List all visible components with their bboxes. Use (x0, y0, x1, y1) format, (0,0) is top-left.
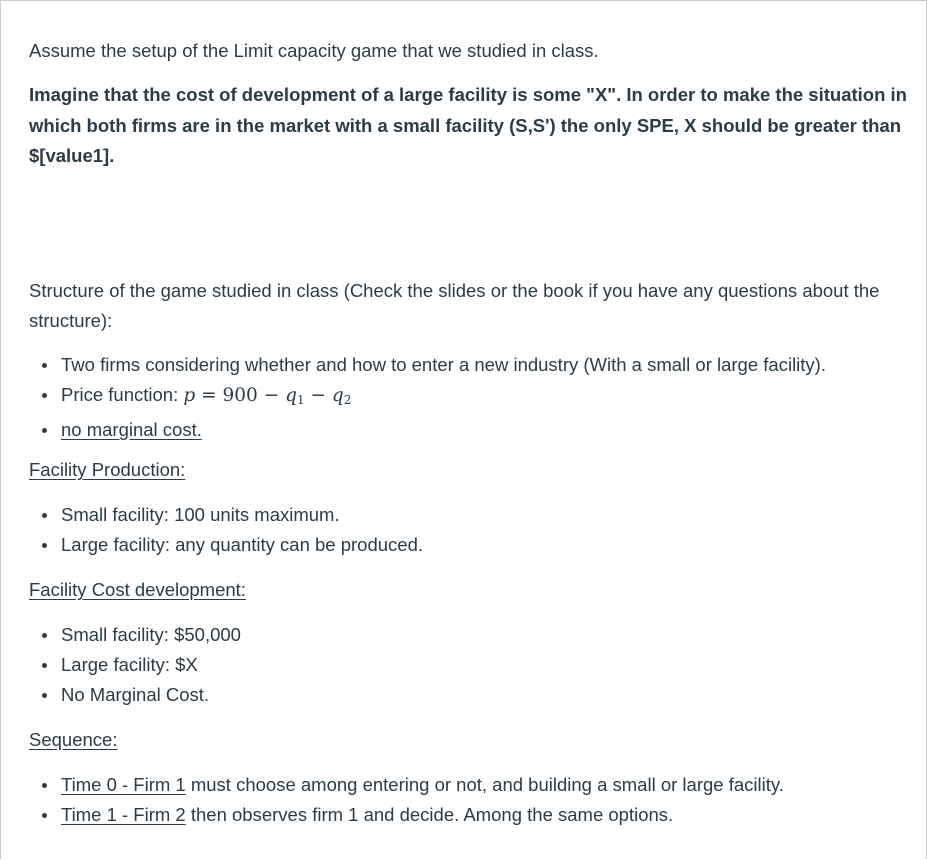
sequence-list (29, 770, 909, 830)
formula-constant: 900 (222, 385, 258, 406)
structure-item-firms: Two firms considering whether and how to enter a new industry (With a small or large facility). (61, 354, 826, 375)
small-facility-cost: Small facility: $50,000 (61, 624, 241, 645)
list-item (29, 415, 909, 445)
price-function-label: Price function: (61, 384, 184, 405)
formula-p: p (183, 385, 196, 406)
formula-minus-1: − (263, 385, 280, 406)
no-marginal-cost-text: no marginal cost. (61, 419, 202, 440)
time1-label: Time 1 - Firm 2 (61, 804, 186, 825)
list-item (29, 800, 909, 830)
list-item (29, 530, 909, 560)
facility-cost-list (29, 620, 909, 710)
list-item (29, 680, 909, 710)
list-item (29, 770, 909, 800)
formula-sub-2: 2 (343, 393, 352, 407)
formula-equals: = (201, 385, 217, 406)
small-facility-production: Small facility: 100 units maximum. (61, 504, 340, 525)
intro-text: Assume the setup of the Limit capacity game that we studied in class. (29, 40, 599, 61)
list-item (29, 650, 909, 680)
facility-production-list (29, 500, 909, 560)
formula-sub-1: 1 (296, 393, 305, 407)
formula-q1: q (285, 385, 297, 406)
facility-production-heading: Facility Production: (29, 459, 186, 480)
question-text: Imagine that the cost of development of a large facility is some "X". In order to make the situation in which both firms are in the market with a small facility (S,S') the only SPE, X should be greater than $[value1]. (29, 84, 907, 166)
structure-intro-text: Structure of the game studied in class (Check the slides or the book if you have any questions about the structure): (29, 280, 880, 331)
price-formula (183, 385, 351, 406)
structure-list (29, 350, 909, 445)
facility-cost-heading: Facility Cost development: (29, 579, 246, 600)
list-item (29, 350, 909, 380)
formula-q2: q (331, 385, 344, 406)
large-facility-production: Large facility: any quantity can be produced. (61, 534, 424, 555)
list-item (29, 500, 909, 530)
no-marginal-cost-item: No Marginal Cost. (61, 684, 210, 705)
time1-text: then observes firm 1 and decide. Among the same options. (185, 804, 674, 825)
large-facility-cost: Large facility: $X (61, 654, 198, 675)
list-item (29, 620, 909, 650)
formula-minus-2: − (310, 385, 327, 406)
sequence-heading: Sequence: (29, 729, 118, 750)
time0-label: Time 0 - Firm 1 (61, 774, 186, 795)
time0-text: must choose among entering or not, and building a small or large facility. (185, 774, 784, 795)
list-item (29, 380, 909, 415)
